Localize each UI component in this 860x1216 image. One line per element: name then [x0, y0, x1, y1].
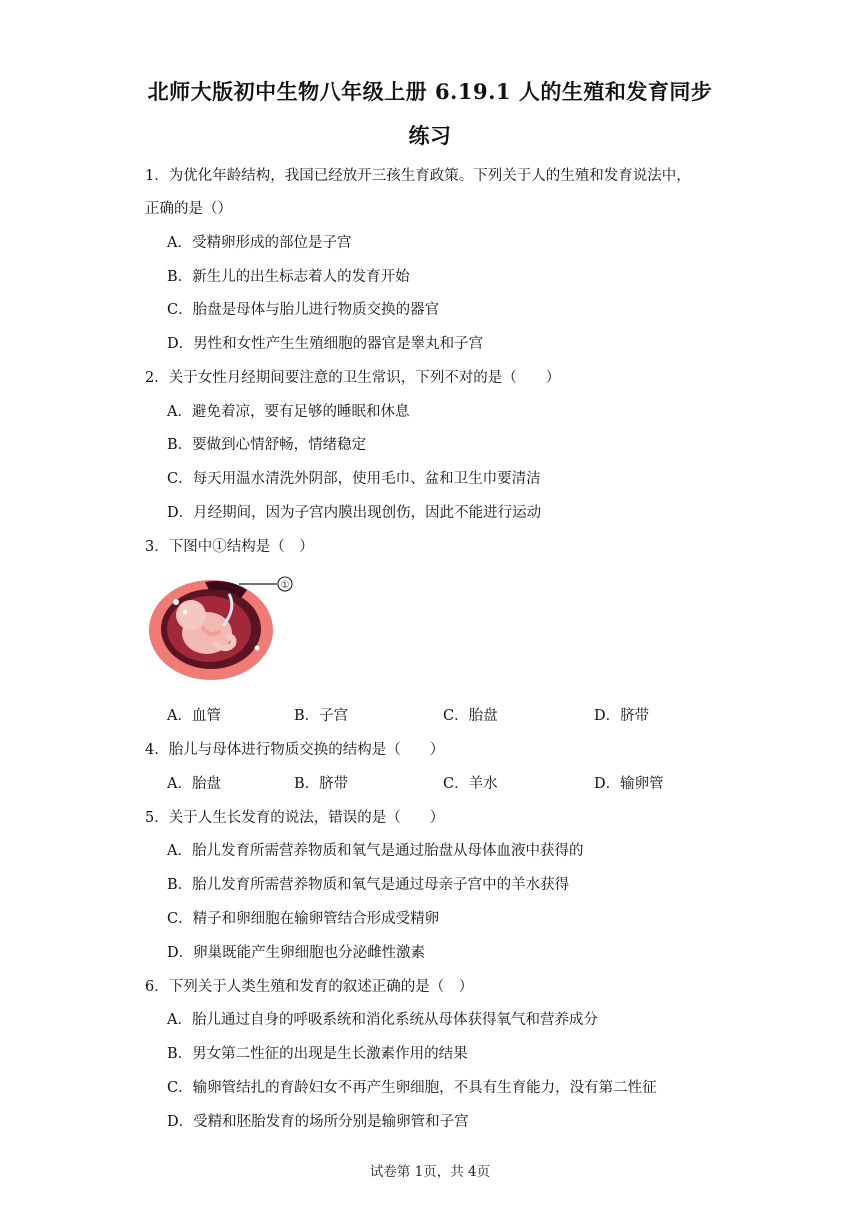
highlight-2 [255, 646, 260, 651]
question-2-option-d: D．月经期间，因为子宫内膜出现创伤，因此不能进行运动 [167, 505, 542, 521]
question-3-option-b: B．子宫 [294, 708, 349, 724]
question-4-stem: 4．胎儿与母体进行物质交换的结构是（ ） [145, 742, 445, 758]
fetus-head-shape [176, 600, 206, 630]
question-1-option-c: C．胎盘是母体与胎儿进行物质交换的器官 [167, 302, 440, 318]
question-3-option-d: D．脐带 [594, 708, 650, 724]
question-2-option-a: A．避免着凉，要有足够的睡眠和休息 [167, 404, 410, 420]
question-2-stem: 2．关于女性月经期间要注意的卫生常识，下列不对的是（ ） [145, 370, 561, 386]
question-5-option-b: B．胎儿发育所需营养物质和氧气是通过母亲子宫中的羊水获得 [167, 877, 570, 893]
fetus-diagram [145, 568, 305, 686]
question-3-option-c: C．胎盘 [443, 708, 498, 724]
question-1-option-a: A．受精卵形成的部位是子宫 [167, 235, 352, 251]
question-5-option-a: A．胎儿发育所需营养物质和氧气是通过胎盘从母体血液中获得的 [167, 843, 584, 859]
question-6-stem: 6．下列关于人类生殖和发育的叙述正确的是（ ） [145, 979, 474, 995]
page-footer: 试卷第 1页，共 4页 [369, 1164, 491, 1180]
question-6-option-b: B．男女第二性征的出现是生长激素作用的结果 [167, 1046, 468, 1062]
figure-label-1: ① [280, 580, 290, 591]
question-4-option-a: A．胎盘 [167, 776, 221, 792]
question-1-option-b: B．新生儿的出生标志着人的发育开始 [167, 269, 410, 285]
question-6-option-c: C．输卵管结扎的育龄妇女不再产生卵细胞，不具有生育能力，没有第二性征 [167, 1080, 657, 1096]
question-1-option-d: D．男性和女性产生生殖细胞的器官是睾丸和子宫 [167, 336, 484, 352]
fetus-in-uterus-figure [145, 568, 305, 686]
question-4-option-b: B．脐带 [294, 776, 349, 792]
question-3-stem: 3．下图中①结构是（ ） [145, 539, 314, 555]
question-3-option-a: A．血管 [167, 708, 221, 724]
highlight-1 [173, 599, 179, 605]
question-5-option-d: D．卵巢既能产生卵细胞也分泌雌性激素 [167, 945, 426, 961]
question-5-stem: 5．关于人生长发育的说法，错误的是（ ） [145, 810, 445, 826]
question-2-option-b: B．要做到心情舒畅，情绪稳定 [167, 437, 367, 453]
title-line-2: 练习 [408, 123, 452, 148]
question-2-option-c: C．每天用温水清洗外阴部，使用毛巾、盆和卫生巾要清洁 [167, 471, 541, 487]
question-5-option-c: C．精子和卵细胞在输卵管结合形成受精卵 [167, 911, 440, 927]
question-1-stem-line-2: 正确的是（） [145, 201, 232, 217]
question-1-stem-line-1: 1．为优化年龄结构，我国已经放开三孩生育政策。下列关于人的生殖和发育说法中， [145, 168, 691, 184]
fetus-eye-highlight [183, 610, 187, 614]
question-6-option-a: A．胎儿通过自身的呼吸系统和消化系统从母体获得氧气和营养成分 [167, 1012, 598, 1028]
question-6-option-d: D．受精和胚胎发育的场所分别是输卵管和子宫 [167, 1114, 469, 1130]
question-4-option-d: D．输卵管 [594, 776, 664, 792]
title-line-1: 北师大版初中生物八年级上册 6.19.1 人的生殖和发育同步 [147, 79, 713, 104]
question-4-option-c: C．羊水 [443, 776, 498, 792]
